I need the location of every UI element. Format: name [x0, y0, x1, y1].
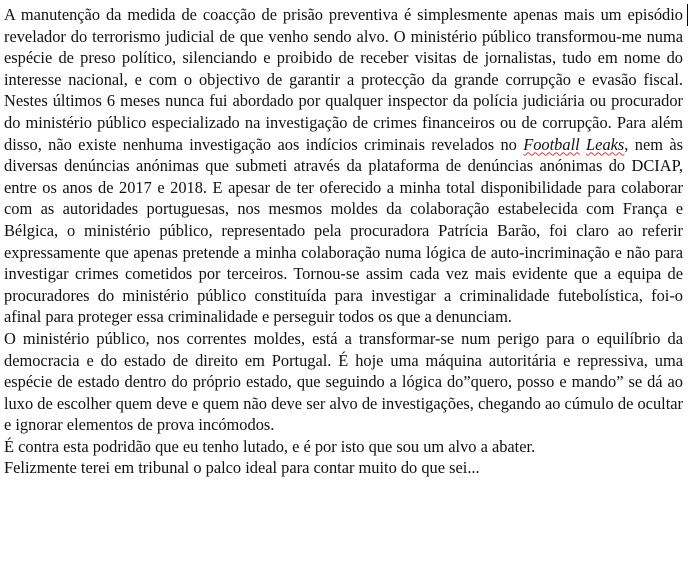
- italic-football: Football: [523, 134, 580, 154]
- text-cursor: [687, 4, 688, 26]
- paragraph-1-text-end: , nem às diversas denúncias anónimas que submeti através da plataforma de denúncias anónimas do DCIAP, entre os anos de 2017 e 2018. E apesar de ter oferecido a minha total disponibilidade para colaborar com as autoridades portuguesas, nos mesmos moldes da colaboração estabelecida com França e Bélgica, o ministério público, representado pela procuradora Patrícia Barão, foi claro ao referir expressamente que apenas pretende a minha colaboração numa lógica de auto-incriminação e não para investigar crimes cometidos por terceiros. Tornou-se assim cada vez mais evidente que a equipa de procuradores do ministério público constituída para investigar a criminalidade futebolística, foi-o afinal para proteger essa criminalidade e perseguir todos os que a denunciam.: [4, 134, 683, 327]
- paragraph-4: Felizmente terei em tribunal o palco ideal para contar muito do que sei...: [4, 458, 480, 478]
- document-body[interactable]: [4, 4, 683, 479]
- paragraph-2: O ministério público, nos correntes moldes, está a transformar-se num perigo para o equilíbrio da democracia e do estado de direito em Portugal. É hoje uma máquina autoritária e repressiva, uma espécie de estado dentro do próprio estado, que seguindo a lógica do”quero, posso e mando” se dá ao luxo de escolher quem deve e quem não deve ser alvo de investigações, chegando ao cúmulo de ocultar e ignorar elementos de prova incómodos.: [4, 328, 683, 435]
- paragraph-1-text-start: A manutenção da medida de coacção de prisão preventiva é simplesmente apenas mais um episódio revelador do terrorismo judicial de que venho sendo alvo. O ministério público transformou-me numa espécie de preso político, silenciando e proibido de receber visitas de jornalistas, tudo em nome do interesse nacional, e com o objectivo de garantir a protecção da grande corrupção e evasão fiscal. Nestes últimos 6 meses nunca fui abordado por qualquer inspector da polícia judiciária ou procurador do ministério público especializado na investigação de crimes financeiros ou de corrupção. Para além disso, não existe nenhuma investigação aos indícios criminais revelados no: [4, 5, 683, 154]
- italic-leaks: Leaks: [586, 134, 625, 154]
- paragraph-3: É contra esta podridão que eu tenho lutado, e é por isto que sou um alvo a abater.: [4, 436, 536, 456]
- paragraph-1: [4, 4, 683, 328]
